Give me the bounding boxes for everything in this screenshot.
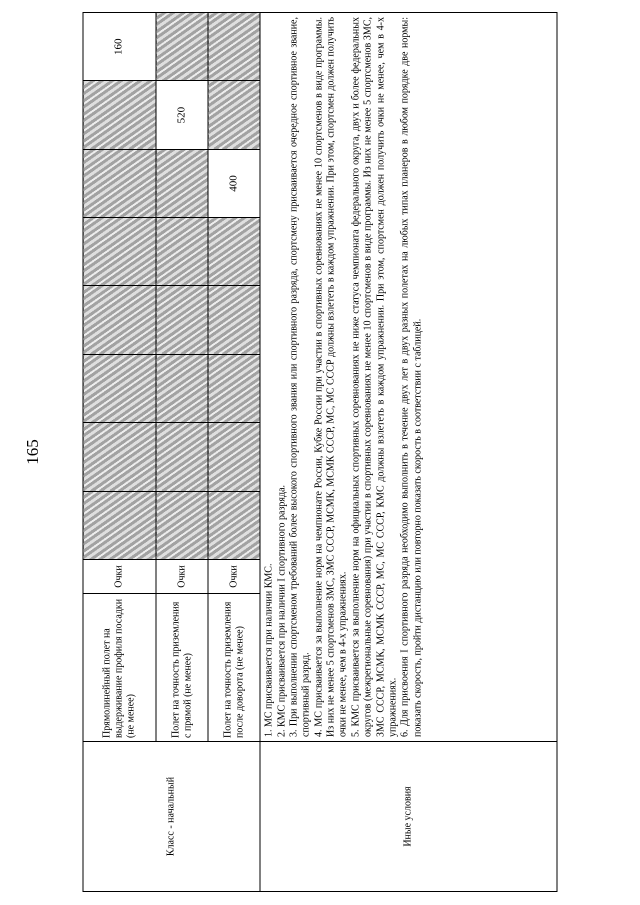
class-label: Класс - начальный (83, 742, 260, 892)
norms-table (83, 12, 558, 892)
conditions-row (260, 13, 557, 892)
condition-item: 1. МС присваивается при наличии КМС. (263, 563, 275, 737)
empty-cell (208, 491, 260, 559)
value-cell: 520 (156, 81, 208, 149)
empty-cell (156, 491, 208, 559)
empty-cell (208, 81, 260, 149)
empty-cell (156, 423, 208, 491)
empty-cell (208, 423, 260, 491)
empty-cell (156, 13, 208, 81)
value-cell: 400 (208, 149, 260, 217)
exercise-unit: Очки (156, 560, 208, 594)
empty-cell (208, 354, 260, 422)
condition-item: 4. МС присваивается за выполнение норм на чемпионате России, Кубке России при участии в спортивных соревнованиях не менее 10 спортсменов в виде программы. Из них не менее 5 спортсменов ЗМС, ЗМС СССР, МСМК, МСМК СССР, МС, МС СССР должны взлететь в каждом упражнении. При этом, спортсмен должен получить очки не менее, чем в 4-х упражнениях. (313, 17, 349, 737)
page-number: 165 (23, 439, 42, 465)
empty-cell (208, 218, 260, 286)
exercise-unit: Очки (83, 560, 156, 594)
exercise-name: Прямолинейный полет на выдерживание профиля посадки (не менее) (83, 594, 156, 742)
empty-cell (156, 149, 208, 217)
conditions-text (260, 13, 557, 742)
empty-cell (83, 81, 156, 149)
rotated-table-container (83, 12, 558, 892)
other-conditions-label: Иные условия (260, 742, 557, 892)
empty-cell (83, 286, 156, 354)
condition-item: 6. Для присвоения I спортивного разряда необходимо выполнить в течение двух лет в двух разных полетах на любых типах планеров в любом порядке две нормы: показать скорость, пройти дистанцию или повторно показать скорость в соответствии с таблицей. (399, 17, 424, 737)
empty-cell (83, 491, 156, 559)
empty-cell (208, 286, 260, 354)
exercise-row (83, 13, 156, 892)
empty-cell (156, 286, 208, 354)
condition-item: 3. При выполнении спортсменом требований более высокого спортивного звания или спортивного разряда, спортсмену присваивается очередное спортивное звание, спортивный разряд. (288, 17, 312, 737)
empty-cell (83, 218, 156, 286)
empty-cell (83, 149, 156, 217)
exercise-unit: Очки (208, 560, 260, 594)
condition-item: 5. КМС присваивается за выполнение норм на официальных спортивных соревнованиях не ниже статуса чемпионата федерального округа, двух и более федеральных округов (межрегиональные соревнования) при участии в спортивных соревнованиях не менее 10 спортсменов в виде программы. Из них не менее 5 спортсменов ЗМС, ЗМС СССР, МСМК, МСМК СССР, МС, МС СССР, КМС должны взлететь в каждом упражнении. При этом, спортсмен должен получить очки не менее, чем в 4-х упражнениях. (350, 17, 399, 737)
exercise-name: Полет на точность приземления после доворота (не менее) (208, 594, 260, 742)
empty-cell (83, 354, 156, 422)
exercise-name: Полет на точность приземления с прямой (не менее) (156, 594, 208, 742)
empty-cell (156, 354, 208, 422)
empty-cell (83, 423, 156, 491)
empty-cell (156, 218, 208, 286)
empty-cell (208, 13, 260, 81)
value-cell: 160 (83, 13, 156, 81)
condition-item: 2. КМС присваивается при наличии I спортивного разряда. (276, 484, 288, 737)
